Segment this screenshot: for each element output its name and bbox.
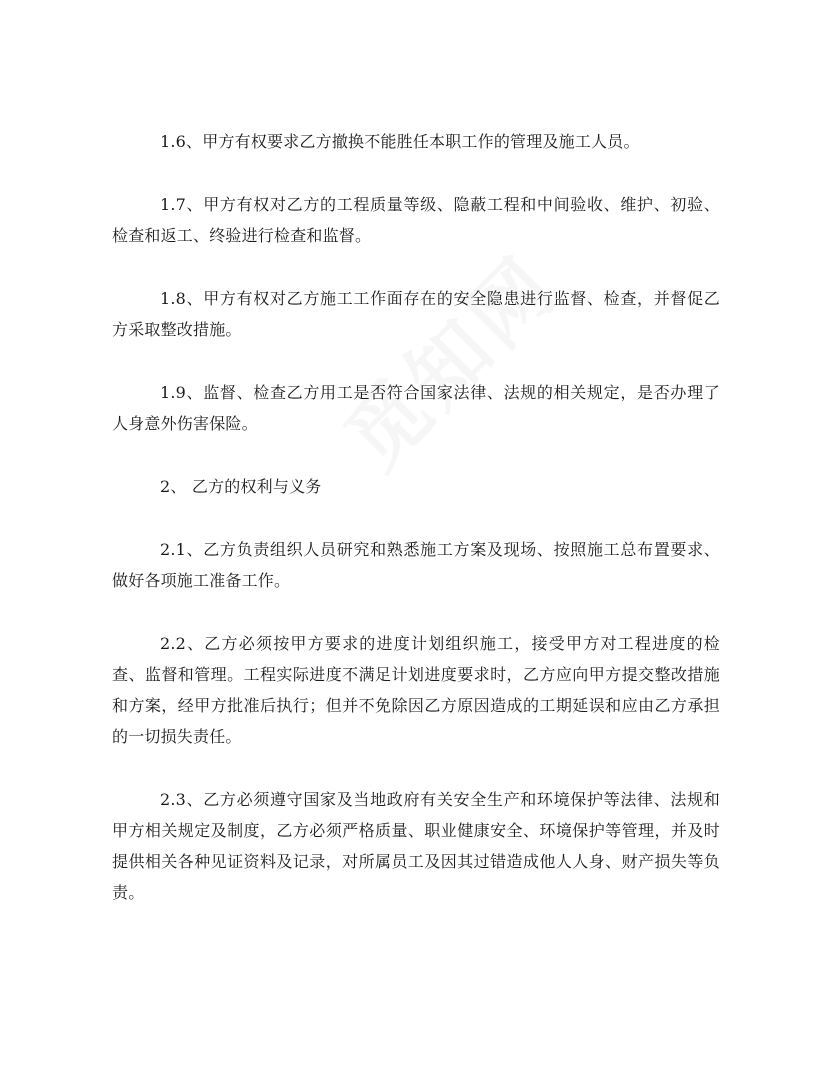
- paragraph-2-2: 2.2、乙方必须按甲方要求的进度计划组织施工，接受甲方对工程进度的检查、监督和管理。工程实际进度不满足计划进度要求时，乙方应向甲方提交整改措施和方案，经甲方批准后执行；但并不免除因乙方原因造成的工期延误和应由乙方承担的一切损失责任。: [112, 634, 720, 746]
- paragraph-1-8: 1.8、甲方有权对乙方施工工作面存在的安全隐患进行监督、检查，并督促乙方采取整改措施。: [112, 289, 720, 339]
- section-heading-2: 2、 乙方的权利与义务: [160, 477, 322, 496]
- paragraph-2-3: 2.3、乙方必须遵守国家及当地政府有关安全生产和环境保护等法律、法规和甲方相关规定及制度，乙方必须严格质量、职业健康安全、环境保护等管理，并及时提供相关各种见证资料及记录，对所属员工及因其过错造成他人人身、财产损失等负责。: [112, 790, 720, 902]
- paragraph-1-6: 1.6、甲方有权要求乙方撤换不能胜任本职工作的管理及施工人员。: [160, 132, 640, 151]
- paragraph-2-1: 2.1、乙方负责组织人员研究和熟悉施工方案及现场、按照施工总布置要求、做好各项施工准备工作。: [112, 540, 720, 590]
- paragraph-1-9: 1.9、监督、检查乙方用工是否符合国家法律、法规的相关规定，是否办理了人身意外伤害保险。: [112, 383, 720, 433]
- paragraph-1-7: 1.7、甲方有权对乙方的工程质量等级、隐蔽工程和中间验收、维护、初验、检查和返工、终验进行检查和监督。: [112, 195, 720, 245]
- document-body: [112, 126, 720, 908]
